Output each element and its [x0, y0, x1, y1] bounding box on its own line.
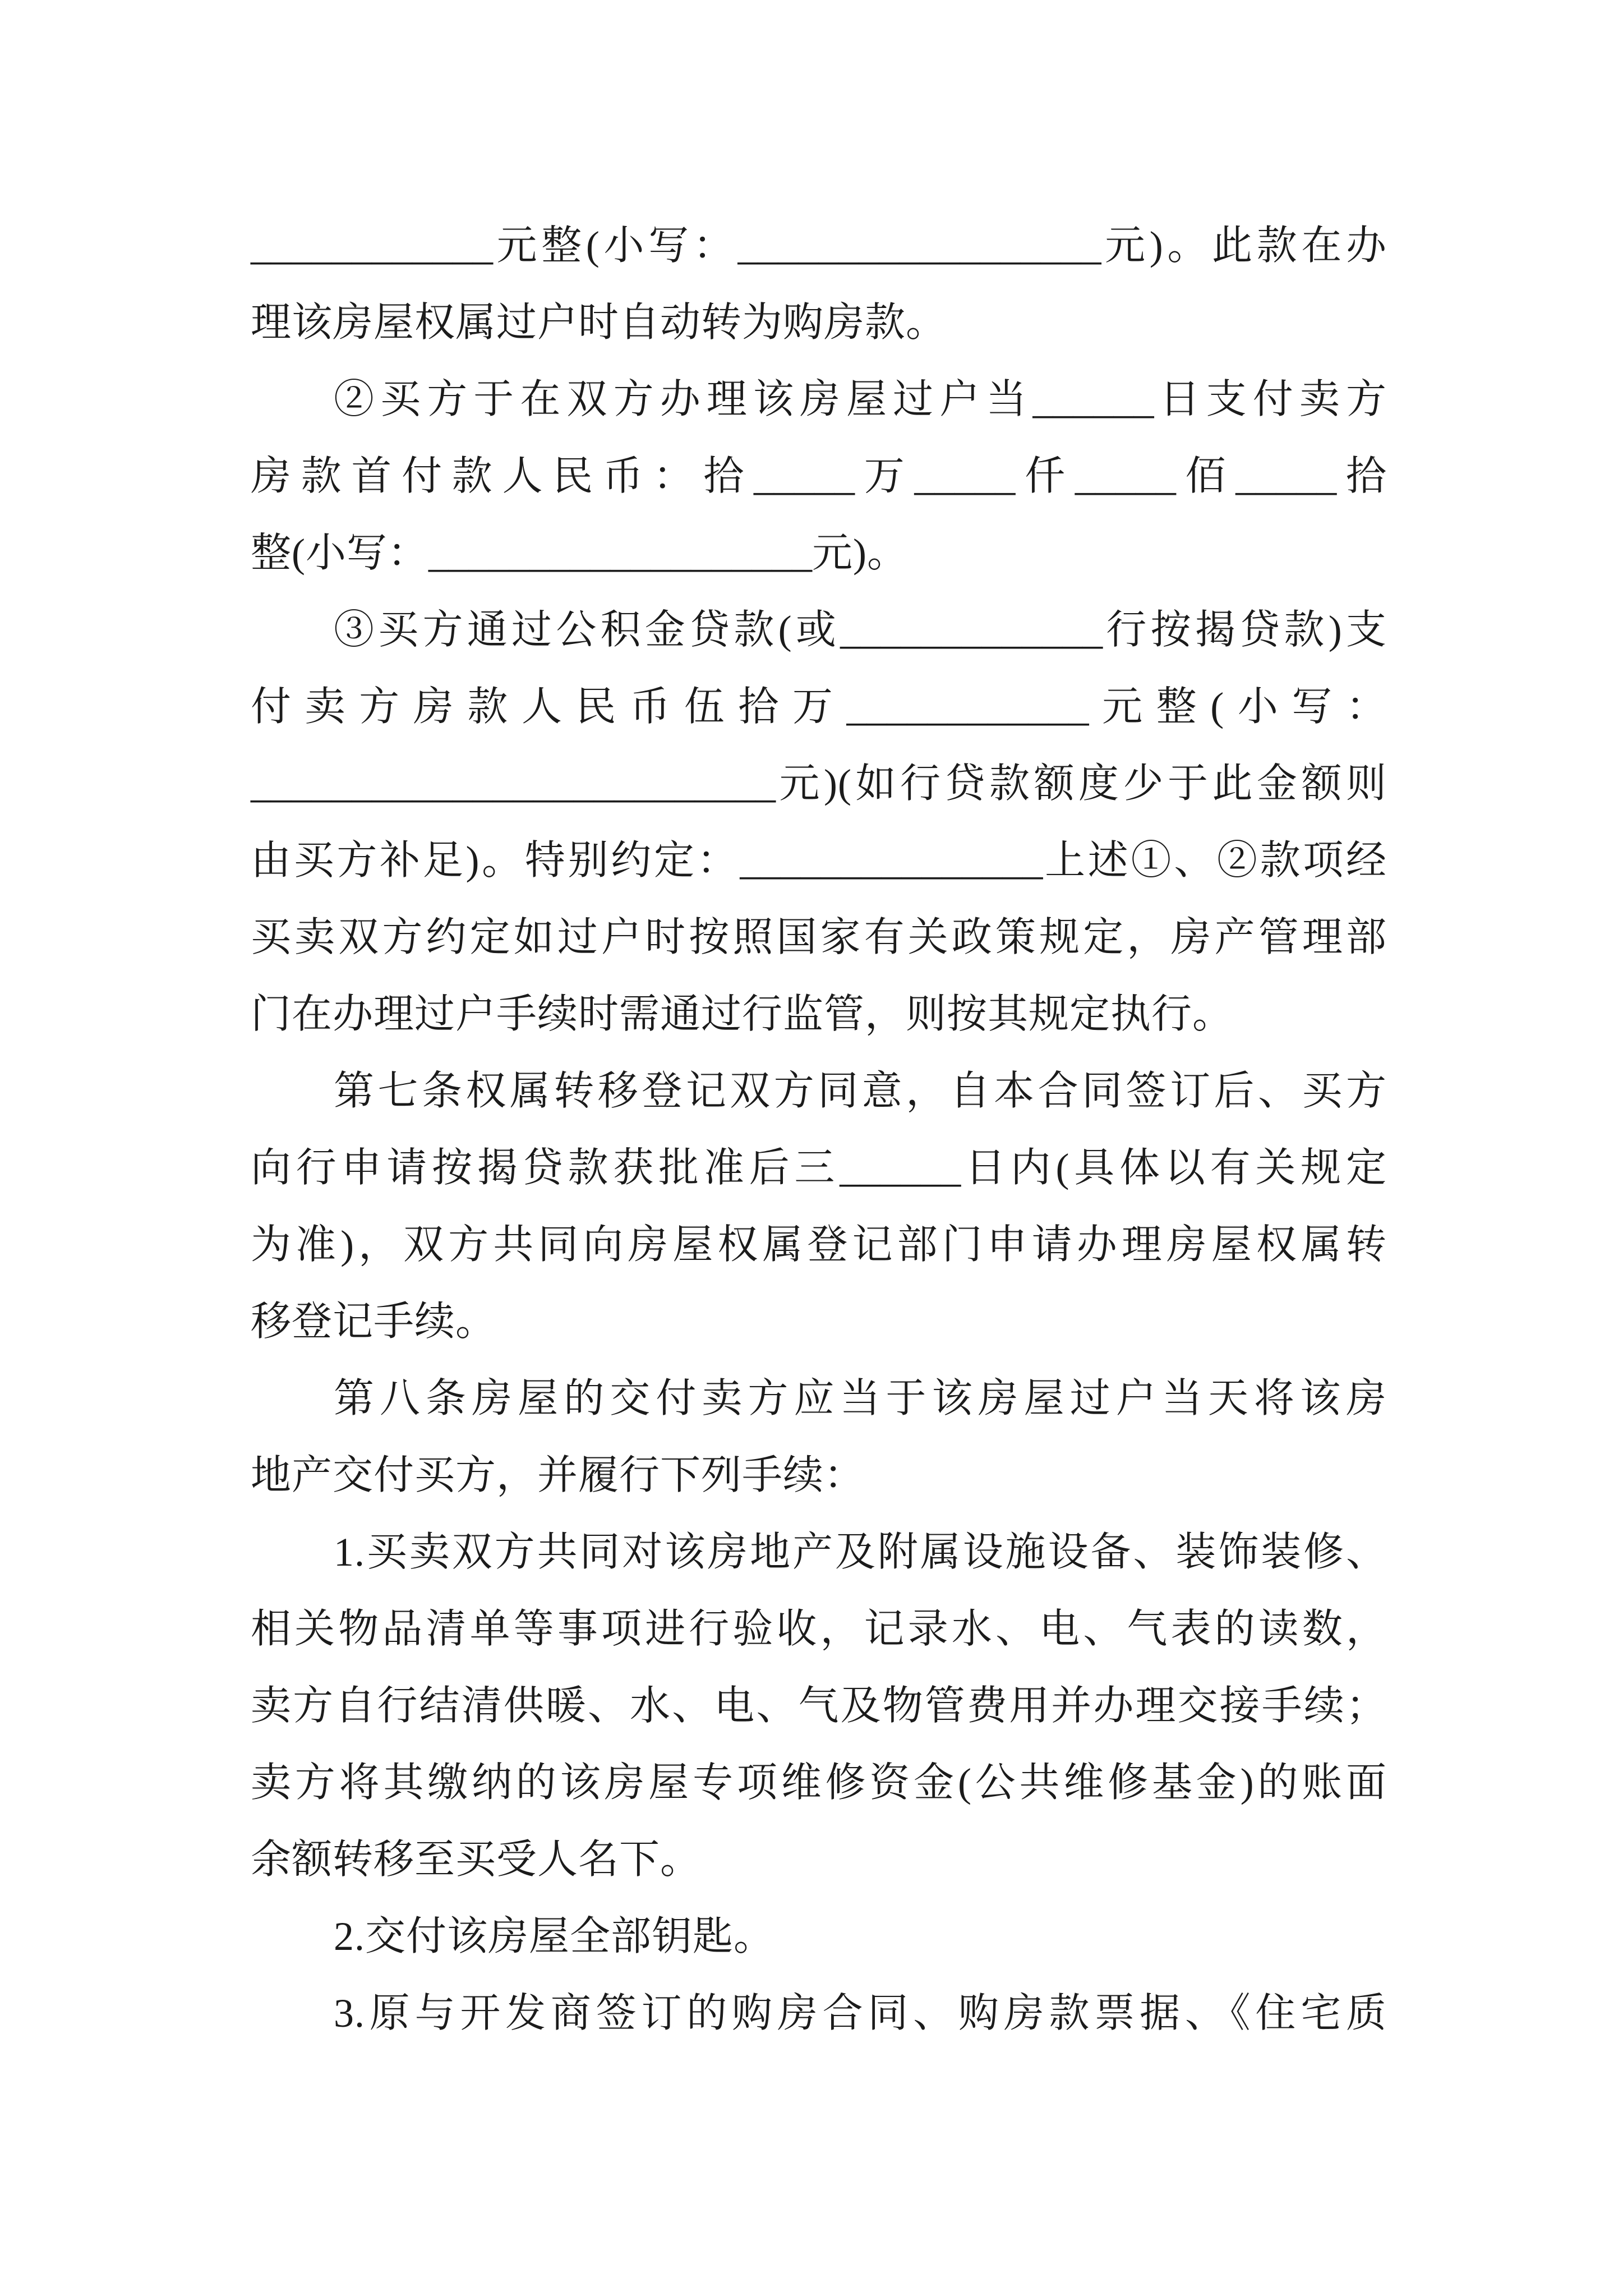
text-line: 卖方自行结清供暖、水、电、气及物管费用并办理交接手续； [251, 1683, 1387, 1728]
text-line: 余额转移至买受人名下。 [251, 1837, 702, 1882]
text-line: 相关物品清单等事项进行验收，记录水、电、气表的读数， [251, 1607, 1387, 1651]
text-line: ____________元整(小写：__________________元)。此款在办 [251, 223, 1387, 268]
text-line: 向行申请按揭贷款获批准后三______日内(具体以有关规定 [251, 1145, 1387, 1190]
paragraph [251, 1053, 1387, 1360]
contract-body [251, 208, 1387, 2052]
text-line: ③买方通过公积金贷款(或_____________行按揭贷款)支 [334, 608, 1387, 652]
fill-in-blank: _____ [914, 454, 1016, 499]
fill-in-blank: _____ [1075, 454, 1176, 499]
text-line: ②买方于在双方办理该房屋过户当______日支付卖方 [334, 377, 1387, 422]
fill-in-blank: _______________ [740, 838, 1043, 883]
fill-in-blank: __________________ [737, 223, 1101, 268]
fill-in-blank: _____ [754, 454, 855, 499]
text-line: 第七条权属转移登记双方同意，自本合同签订后、买方 [334, 1069, 1387, 1114]
text-line: 为准)，双方共同向房屋权属登记部门申请办理房屋权属转 [251, 1222, 1387, 1267]
text-line: 付卖方房款人民币伍拾万____________元整(小写： [251, 684, 1387, 729]
text-line: 3.原与开发商签订的购房合同、购房款票据、《住宅质 [334, 1991, 1387, 2036]
paragraph [251, 1898, 1387, 1975]
fill-in-blank: ______ [1032, 377, 1154, 422]
paragraph [251, 592, 1387, 1053]
fill-in-blank: __________________________ [251, 761, 776, 806]
text-line: 门在办理过户手续时需通过行监管，则按其规定执行。 [251, 992, 1234, 1037]
text-line: 地产交付买方，并履行下列手续： [251, 1453, 865, 1498]
text-line: 1.买卖双方共同对该房地产及附属设施设备、装饰装修、 [334, 1530, 1387, 1575]
fill-in-blank: _____ [1235, 454, 1337, 499]
fill-in-blank: _____________ [840, 608, 1103, 652]
fill-in-blank: ______ [840, 1145, 961, 1190]
fill-in-blank: ____________ [846, 684, 1089, 729]
text-line: 卖方将其缴纳的该房屋专项维修资金(公共维修基金)的账面 [251, 1760, 1387, 1805]
paragraph [251, 1360, 1387, 1514]
paragraph [251, 1514, 1387, 1898]
text-line: 理该房屋权属过户时自动转为购房款。 [251, 300, 947, 345]
text-line: 房款首付款人民币：拾_____万_____仟_____佰_____拾 [251, 454, 1387, 499]
fill-in-blank: ___________________ [428, 531, 812, 576]
text-line: 由买方补足)。特别约定：_______________上述①、②款项经 [251, 838, 1387, 883]
text-line: 第八条房屋的交付卖方应当于该房屋过户当天将该房 [334, 1376, 1387, 1421]
text-line: 买卖双方约定如过户时按照国家有关政策规定，房产管理部 [251, 915, 1387, 960]
paragraph [251, 208, 1387, 361]
text-line: 移登记手续。 [251, 1299, 497, 1344]
fill-in-blank: ____________ [251, 223, 493, 268]
text-line: __________________________元)(如行贷款额度少于此金额则 [251, 761, 1387, 806]
paragraph [251, 1975, 1387, 2052]
text-line: 2.交付该房屋全部钥匙。 [334, 1914, 775, 1959]
paragraph [251, 361, 1387, 592]
text-line: 整(小写：___________________元)。 [251, 531, 908, 576]
